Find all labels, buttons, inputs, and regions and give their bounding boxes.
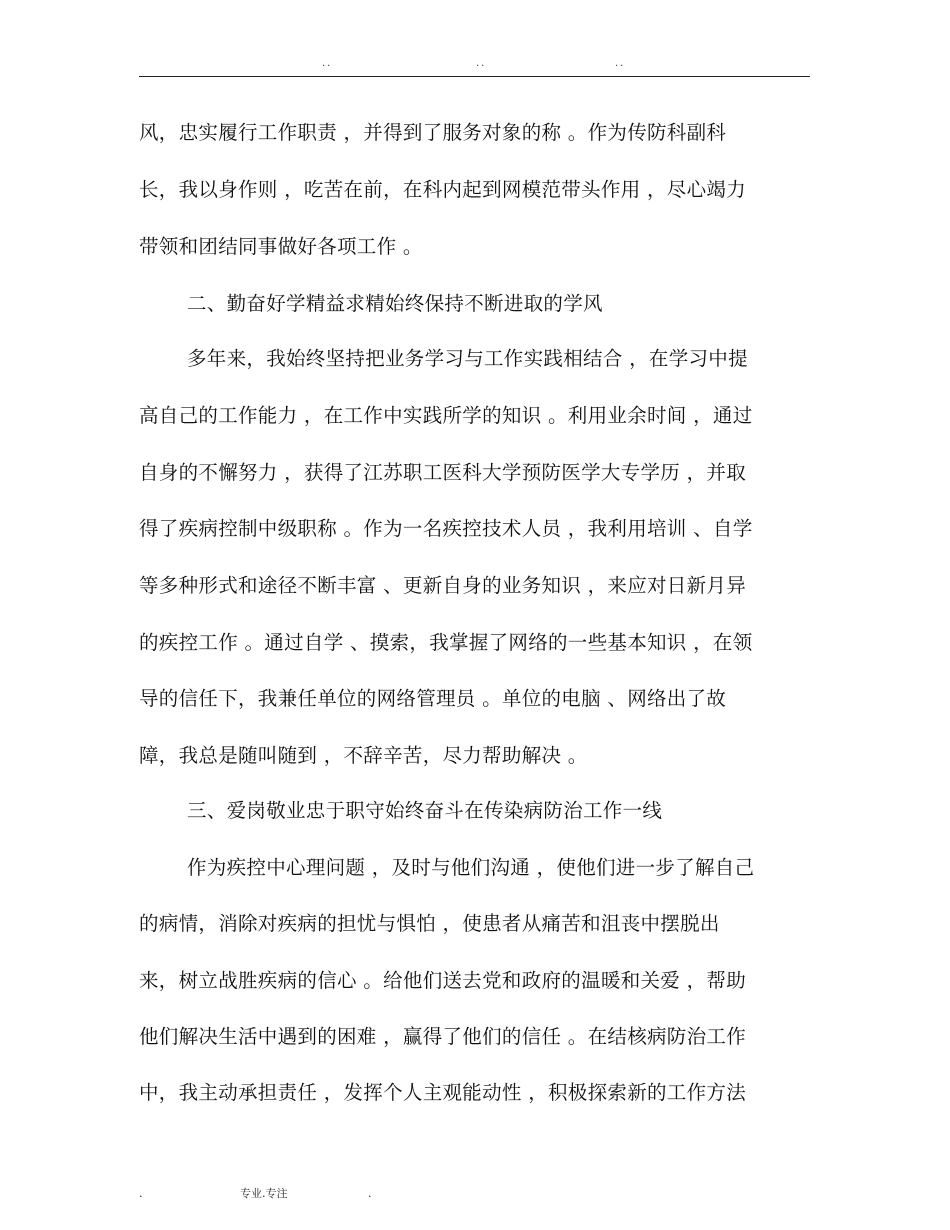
body-line: 风，忠实履行工作职责 ，并得到了服务对象的称 。作为传防科副科 [139, 121, 727, 144]
body-line: 带领和团结同事做好各项工作 。 [139, 235, 423, 258]
section-heading: 二、勤奋好学精益求精始终保持不断进取的学风 [187, 292, 603, 315]
body-line: 导的信任下，我兼任单位的网络管理员 。单位的电脑 、网络出了故 [139, 687, 727, 710]
body-line: 多年来，我始终坚持把业务学习与工作实践相结合 ，在学习中提 [187, 347, 748, 370]
body-line: 中，我主动承担责任 ，发挥个人主观能动性 ，积极探索新的工作方法 [139, 1081, 746, 1104]
footer-dot-right: . [368, 1187, 372, 1200]
body-line: 长，我以身作则 ，吃苦在前，在科内起到网模范带头作用 ，尽心竭力 [139, 178, 746, 201]
header-mark-right: .. [615, 58, 626, 69]
body-line: 障，我总是随叫随到 ，不辞辛苦，尽力帮助解决 。 [139, 744, 588, 767]
body-line: 自身的不懈努力 ，获得了江苏职工医科大学预防医学大专学历 ，并取 [139, 461, 746, 484]
body-line: 得了疾病控制中级职称 。作为一名疾控技术人员 ，我利用培训 、自学 [139, 517, 753, 540]
page-header [139, 58, 810, 77]
header-mark-left: .. [322, 58, 333, 69]
section-heading: 三、爱岗敬业忠于职守始终奋斗在传染病防治工作一线 [187, 799, 663, 822]
body-line: 来，树立战胜疾病的信心 。给他们送去党和政府的温暖和关爱 ，帮助 [139, 969, 746, 992]
body-line: 高自己的工作能力 ，在工作中实践所学的知识 。利用业余时间 ，通过 [139, 404, 753, 427]
footer-dot-left: . [139, 1187, 143, 1200]
body-line: 他们解决生活中遇到的困难 ，赢得了他们的信任 。在结核病防治工作 [139, 1025, 746, 1048]
header-mark-center: .. [476, 58, 487, 69]
body-line: 作为疾控中心理问题 ，及时与他们沟通 ，使他们进一步了解自己 [187, 856, 755, 879]
body-line: 等多种形式和途径不断丰富 、更新自身的业务知识 ，来应对日新月异 [139, 574, 746, 597]
body-line: 的疾控工作 。通过自学 、摸索，我掌握了网络的一些基本知识 ，在领 [139, 631, 753, 654]
footer-text: 专业.专注 [240, 1187, 288, 1200]
body-line: 的病情，消除对疾病的担忧与惧怕 ，使患者从痛苦和沮丧中摆脱出 [139, 912, 720, 935]
